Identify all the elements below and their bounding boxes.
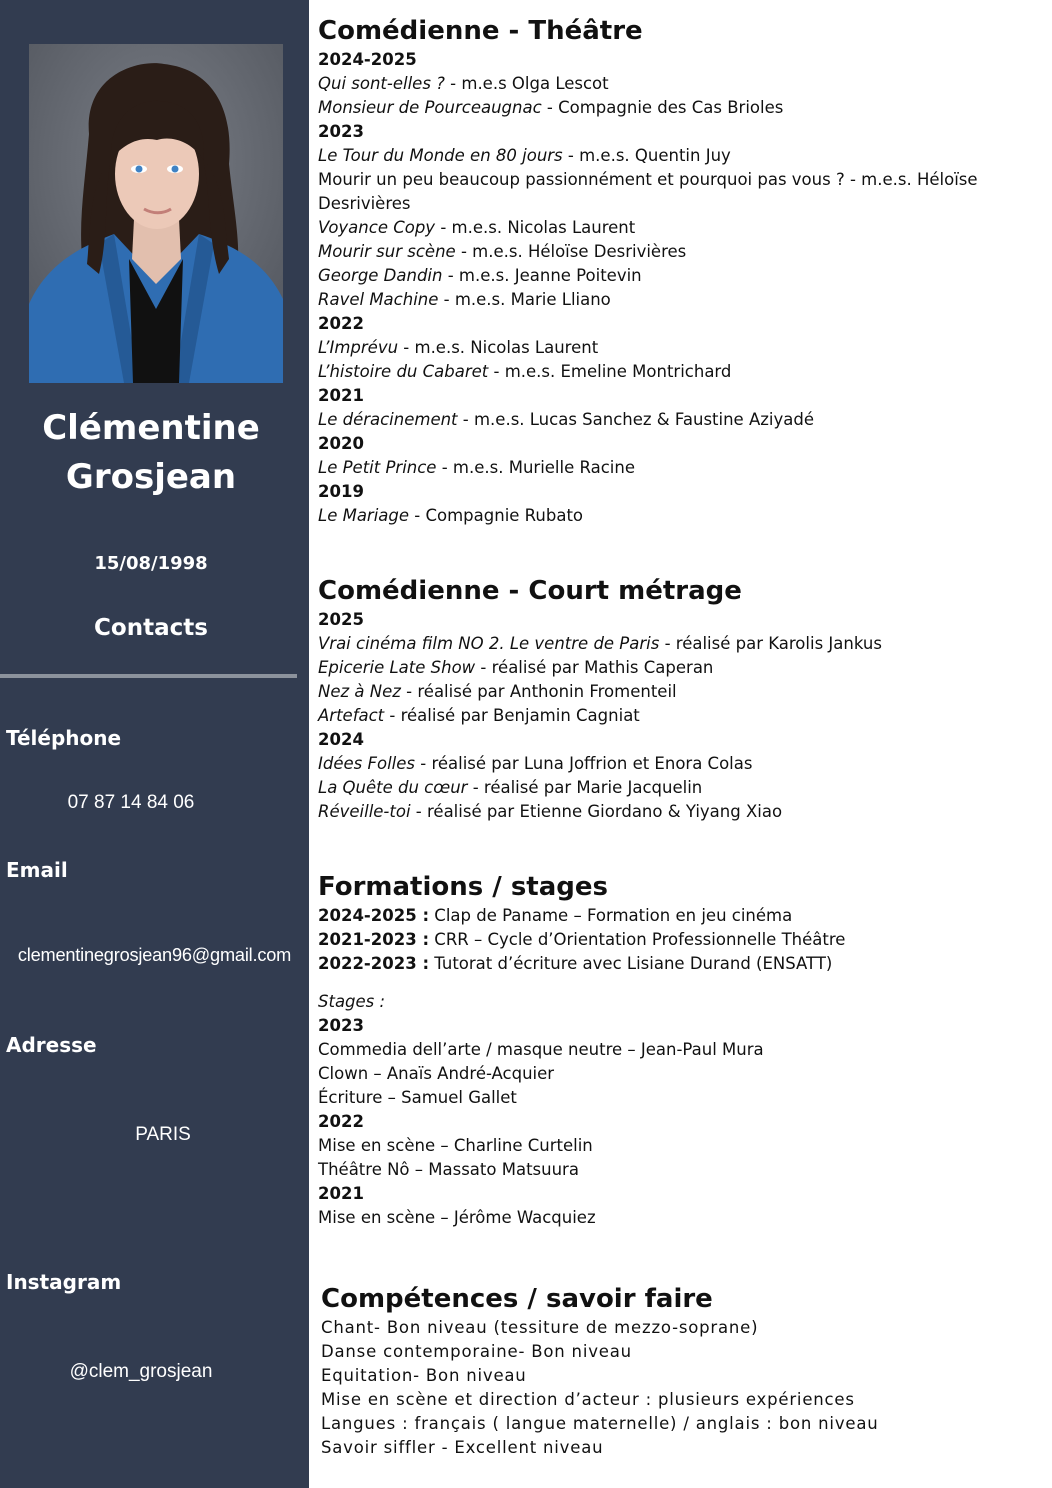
phone-value: 07 87 14 84 06 <box>67 792 195 813</box>
list-item <box>318 504 1048 528</box>
list-item <box>318 800 1048 824</box>
work-credit: - Compagnie Rubato <box>409 506 584 525</box>
work-credit: - réalisé par Luna Joffrion et Enora Colas <box>415 754 753 773</box>
work-title: L’histoire du Cabaret <box>318 362 489 381</box>
list-item: Mise en scène – Charline Curtelin <box>318 1136 593 1155</box>
year-label: 2021 <box>318 1184 364 1203</box>
training-years: 2021-2023 : <box>318 930 430 949</box>
year-label: 2019 <box>318 482 364 501</box>
work-title: L’Imprévu <box>318 338 399 357</box>
work-title: Ravel Machine <box>318 290 439 309</box>
work-credit: - réalisé par Benjamin Cagniat <box>384 706 640 725</box>
list-item <box>318 776 1048 800</box>
section-short-film <box>318 574 1048 824</box>
section-skills <box>321 1282 1051 1460</box>
first-name: Clémentine <box>42 408 260 448</box>
phone-label: Téléphone <box>6 726 122 750</box>
list-item: Equitation- Bon niveau <box>321 1366 527 1385</box>
work-credit: - m.e.s. Nicolas Laurent <box>398 338 599 357</box>
section-title: Compétences / savoir faire <box>321 1284 713 1314</box>
sidebar <box>0 0 309 1488</box>
last-name: Grosjean <box>65 457 237 497</box>
work-title: Le déracinement <box>318 410 458 429</box>
work-credit: - Compagnie des Cas Brioles <box>541 98 784 117</box>
list-item <box>318 752 1048 776</box>
list-item: Chant- Bon niveau (tessiture de mezzo-soprane) <box>321 1318 759 1337</box>
year-label: 2024 <box>318 730 364 749</box>
list-item <box>318 144 1048 168</box>
section-theatre <box>318 14 1048 528</box>
list-item: Mise en scène – Jérôme Wacquiez <box>318 1208 596 1227</box>
list-item: Commedia dell’arte / masque neutre – Jean-Paul Mura <box>318 1040 764 1059</box>
work-title: Réveille-toi <box>318 802 411 821</box>
profile-photo <box>29 44 283 383</box>
birthdate: 15/08/1998 <box>94 553 208 574</box>
work-credit: - m.e.s. Lucas Sanchez & Faustine Aziyadé <box>457 410 814 429</box>
section-training <box>318 870 1048 1230</box>
email-value: clementinegrosjean96@gmail.com <box>17 945 292 965</box>
work-title: Nez à Nez <box>318 682 401 701</box>
list-item: Théâtre Nô – Massato Matsuura <box>318 1160 579 1179</box>
year-label: 2020 <box>318 434 364 453</box>
work-credit: - m.e.s Olga Lescot <box>444 74 609 93</box>
training-text: CRR – Cycle d’Orientation Professionnelle Théâtre <box>429 930 846 949</box>
work-credit: - réalisé par Karolis Jankus <box>659 634 882 653</box>
list-item <box>318 656 1048 680</box>
work-title: La Quête du cœur <box>318 778 468 797</box>
list-item <box>318 456 1048 480</box>
list-item <box>318 72 1048 96</box>
section-title: Comédienne - Théâtre <box>318 16 643 46</box>
work-title: Le Mariage <box>318 506 410 525</box>
full-name <box>0 404 302 502</box>
training-list <box>318 904 1048 1230</box>
portrait-image <box>29 44 283 383</box>
section-title: Formations / stages <box>318 872 608 902</box>
year-label: 2025 <box>318 610 364 629</box>
work-title: Voyance Copy <box>318 218 436 237</box>
training-text: Clap de Paname – Formation en jeu cinéma <box>429 906 793 925</box>
year-label: 2023 <box>318 1016 364 1035</box>
list-item: Danse contemporaine- Bon niveau <box>321 1342 632 1361</box>
work-title: Monsieur de Pourceaugnac <box>318 98 542 117</box>
work-title: Epicerie Late Show <box>318 658 476 677</box>
list-item <box>318 632 1048 656</box>
spacer <box>318 976 1048 990</box>
list-item <box>318 216 1048 240</box>
work-title: Idées Folles <box>318 754 415 773</box>
list-item <box>318 704 1048 728</box>
year-label: 2024-2025 <box>318 50 417 69</box>
list-item <box>318 360 1048 384</box>
work-credit: - m.e.s. Nicolas Laurent <box>435 218 636 237</box>
training-years: 2024-2025 : <box>318 906 430 925</box>
work-credit: - réalisé par Etienne Giordano & Yiyang Xiao <box>410 802 783 821</box>
list-item: Écriture – Samuel Gallet <box>318 1088 517 1107</box>
list-item <box>318 240 1048 264</box>
work-credit: - m.e.s. Héloïse Desrivières <box>455 242 687 261</box>
list-item <box>318 680 1048 704</box>
training-text: Tutorat d’écriture avec Lisiane Durand (ENSATT) <box>429 954 833 973</box>
contacts-heading: Contacts <box>94 615 208 641</box>
email-label: Email <box>6 858 68 882</box>
address-value: PARIS <box>135 1124 191 1145</box>
list-item: Savoir siffler - Excellent niveau <box>321 1438 604 1457</box>
work-credit: - m.e.s. Quentin Juy <box>562 146 731 165</box>
address-label: Adresse <box>6 1033 97 1057</box>
list-item: Mourir un peu beaucoup passionnément et pourquoi pas vous ? - m.e.s. Héloïse Desrivières <box>318 170 978 213</box>
work-credit: - réalisé par Marie Jacquelin <box>467 778 703 797</box>
work-title: Le Tour du Monde en 80 jours <box>318 146 563 165</box>
section-title: Comédienne - Court métrage <box>318 576 742 606</box>
year-label: 2023 <box>318 122 364 141</box>
sidebar-divider <box>0 674 297 678</box>
work-credit: - réalisé par Mathis Caperan <box>475 658 714 677</box>
year-label: 2022 <box>318 314 364 333</box>
list-item <box>318 288 1048 312</box>
work-credit: - m.e.s. Marie Lliano <box>438 290 611 309</box>
work-title: Artefact <box>318 706 385 725</box>
work-credit: - m.e.s. Jeanne Poitevin <box>442 266 642 285</box>
work-title: Vrai cinéma film NO 2. Le ventre de Paris <box>318 634 660 653</box>
list-item <box>318 264 1048 288</box>
list-item <box>318 904 1048 928</box>
list-item: Langues : français ( langue maternelle) / anglais : bon niveau <box>321 1414 879 1433</box>
training-years: 2022-2023 : <box>318 954 430 973</box>
work-title: Le Petit Prince <box>318 458 437 477</box>
work-credit: - réalisé par Anthonin Fromenteil <box>400 682 677 701</box>
work-credit: - m.e.s. Murielle Racine <box>436 458 635 477</box>
list-item <box>318 952 1048 976</box>
work-title: Mourir sur scène <box>318 242 456 261</box>
list-item <box>318 96 1048 120</box>
stages-label: Stages : <box>318 992 386 1011</box>
year-label: 2021 <box>318 386 364 405</box>
work-credit: - m.e.s. Emeline Montrichard <box>488 362 732 381</box>
entry-list <box>318 608 1048 824</box>
skills-list <box>321 1316 1051 1460</box>
list-item <box>318 336 1048 360</box>
list-item <box>318 408 1048 432</box>
list-item <box>318 928 1048 952</box>
list-item: Clown – Anaïs André-Acquier <box>318 1064 555 1083</box>
year-label: 2022 <box>318 1112 364 1131</box>
instagram-label: Instagram <box>6 1270 122 1294</box>
work-title: Qui sont-elles ? <box>318 74 445 93</box>
instagram-value: @clem_grosjean <box>69 1361 213 1382</box>
entry-list <box>318 48 1048 528</box>
work-title: George Dandin <box>318 266 443 285</box>
list-item: Mise en scène et direction d’acteur : plusieurs expériences <box>321 1390 855 1409</box>
